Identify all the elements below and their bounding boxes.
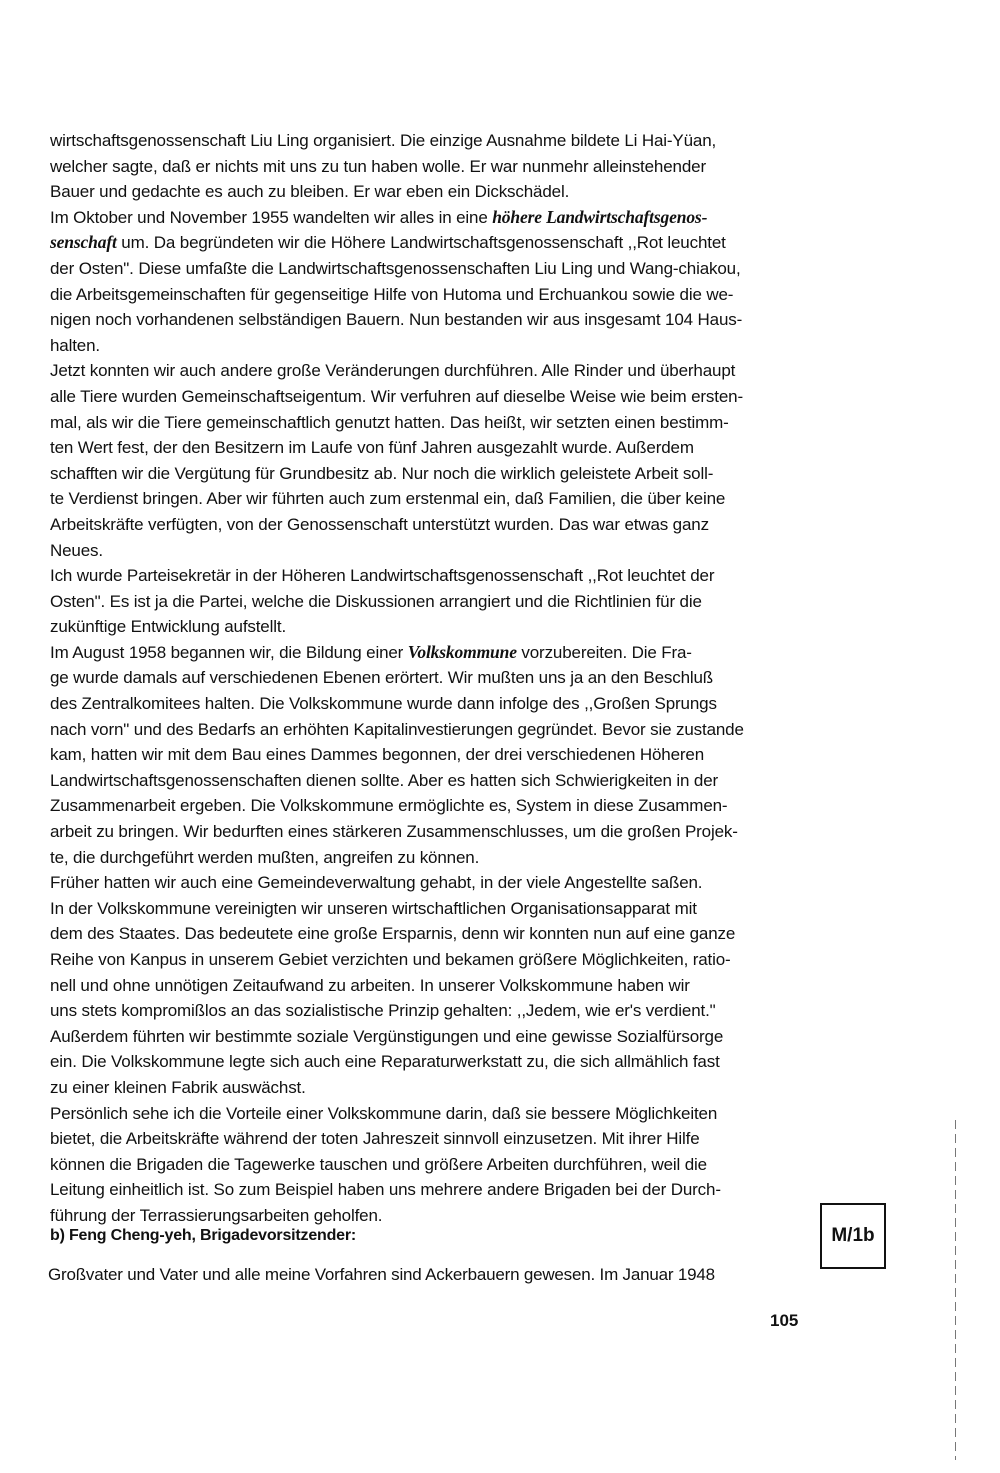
text-line: arbeit zu bringen. Wir bedurften eines stärkeren Zusammenschlusses, um die großen Projek- <box>50 822 738 842</box>
text-line: Bauer und gedachte es auch zu bleiben. Er war eben ein Dickschädel. <box>50 182 570 202</box>
text-line: mal, als wir die Tiere gemeinschaftlich genutzt hatten. Das heißt, wir setzten einen bestimm- <box>50 412 729 432</box>
text-line: nell und ohne unnötigen Zeitaufwand zu arbeiten. In unserer Volkskommune haben wir <box>50 975 690 995</box>
text-line: Großvater und Vater und alle meine Vorfahren sind Ackerbauern gewesen. Im Januar 1948 <box>48 1265 715 1284</box>
text-line: ge wurde damals auf verschiedenen Ebenen erörtert. Wir mußten uns ja an den Beschluß <box>50 668 714 688</box>
text-line: zu einer kleinen Fabrik auswächst. <box>50 1077 306 1097</box>
text-line: senschaft um. Da begründeten wir die Höhere Landwirtschaftsgenossenschaft ,,Rot leuchtet <box>50 232 726 253</box>
emphasis-term: Volkskommune <box>407 641 517 662</box>
text-line: können die Brigaden die Tagewerke tauschen und größere Arbeiten durchführen, weil die <box>50 1154 707 1174</box>
text-line: Im Oktober und November 1955 wandelten wir alles in eine höhere Landwirtschaftsgenos- <box>50 206 708 227</box>
text-line: welcher sagte, daß er nichts mit uns zu tun haben wolle. Er war nunmehr alleinstehender <box>50 156 706 176</box>
text-line: nigen noch vorhandenen selbständigen Bauern. Nun bestanden wir aus insgesamt 104 Haus- <box>50 310 743 330</box>
text-line: Osten". Es ist ja die Partei, welche die Diskussionen arrangiert und die Richtlinien für die <box>50 591 702 611</box>
text-line: Landwirtschaftsgenossenschaften dienen sollte. Aber es hatten sich Schwierigkeiten in der <box>50 770 719 790</box>
section-heading: b) Feng Cheng-yeh, Brigadevorsitzender: <box>50 1227 357 1244</box>
text-line: führung der Terrassierungsarbeiten geholfen. <box>50 1205 383 1225</box>
text-line: Reihe von Kanpus in unserem Gebiet verzichten und bekamen größere Möglichkeiten, ratio- <box>50 950 731 969</box>
text-line: Neues. <box>50 540 103 560</box>
text-line: alle Tiere wurden Gemeinschaftseigentum. Wir verfuhren auf dieselbe Weise wie beim ersten- <box>50 386 743 406</box>
body-text <box>50 128 820 1229</box>
margin-label: M/1b <box>831 1225 875 1246</box>
text-line: uns stets kompromißlos an das sozialistische Prinzip gehalten: ,,Jedem, wie er's verdient." <box>50 1001 716 1021</box>
text-line: Außerdem führten wir bestimmte soziale Vergünstigungen und eine gewisse Sozialfürsorge <box>50 1026 724 1046</box>
margin-label-box <box>820 1203 886 1269</box>
text-line: des Zentralkomitees halten. Die Volkskommune wurde dann infolge des ,,Großen Sprungs <box>50 694 717 714</box>
text-line: halten. <box>50 335 100 355</box>
text-line: Im August 1958 begannen wir, die Bildung einer Volkskommune vorzubereiten. Die Fra- <box>50 641 692 662</box>
text-line: Ich wurde Parteisekretär in der Höheren Landwirtschaftsgenossenschaft ,,Rot leuchtet der <box>50 566 715 586</box>
text-line: nach vorn" und des Bedarfs an erhöhten Kapitalinvestierungen gegründet. Bevor sie zustande <box>50 719 744 739</box>
emphasis-term: höhere Landwirtschaftsgenos- <box>492 206 708 227</box>
text-line: Früher hatten wir auch eine Gemeindeverwaltung gehabt, in der viele Angestellte saßen. <box>50 873 703 893</box>
text-line: kam, hatten wir mit dem Bau eines Dammes begonnen, der drei verschiedenen Höheren <box>50 745 705 765</box>
page-number: 105 <box>770 1311 799 1330</box>
text-line: dem des Staates. Das bedeutete eine große Ersparnis, denn wir konnten nun auf eine ganze <box>50 924 736 944</box>
text-line: Leitung einheitlich ist. So zum Beispiel haben uns mehrere andere Brigaden bei der Durch- <box>50 1180 721 1200</box>
text-line: In der Volkskommune vereinigten wir unseren wirtschaftlichen Organisationsapparat mit <box>50 898 697 918</box>
text-line: ein. Die Volkskommune legte sich auch eine Reparaturwerkstatt zu, die sich allmählich fast <box>50 1052 720 1072</box>
text-line: Jetzt konnten wir auch andere große Veränderungen durchführen. Alle Rinder und überhaupt <box>50 361 736 381</box>
text-line: zukünftige Entwicklung aufstellt. <box>50 617 287 637</box>
text-line: ten Wert fest, der den Besitzern im Laufe von fünf Jahren ausgezahlt wurde. Außerdem <box>50 438 694 458</box>
text-line: Zusammenarbeit ergeben. Die Volkskommune ermöglichte es, System in diese Zusammen- <box>50 796 728 816</box>
text-line: Persönlich sehe ich die Vorteile einer Volkskommune darin, daß sie bessere Möglichkeiten <box>50 1103 718 1123</box>
text-line: wirtschaftsgenossenschaft Liu Ling organisiert. Die einzige Ausnahme bildete Li Hai-Yüan, <box>50 131 717 150</box>
emphasis-term: senschaft <box>50 232 117 253</box>
scan-edge-divider <box>955 1120 956 1460</box>
text-line: te, die durchgeführt werden mußten, angreifen zu können. <box>50 847 480 867</box>
text-line: bietet, die Arbeitskräfte während der toten Jahreszeit sinnvoll einzusetzen. Mit ihrer Hilfe <box>50 1129 700 1149</box>
text-line: die Arbeitsgemeinschaften für gegenseitige Hilfe von Hutoma und Erchuankou sowie die we- <box>50 284 734 304</box>
text-line: schafften wir die Vergütung für Grundbesitz ab. Nur noch die wirklich geleistete Arbeit soll- <box>50 463 714 483</box>
text-line: te Verdienst bringen. Aber wir führten auch zum erstenmal ein, daß Familien, die über keine <box>50 489 726 509</box>
text-line: Arbeitskräfte verfügten, von der Genossenschaft unterstützt wurden. Das war etwas ganz <box>50 514 709 534</box>
text-line: der Osten". Diese umfaßte die Landwirtschaftsgenossenschaften Liu Ling und Wang-chiakou, <box>50 258 741 278</box>
